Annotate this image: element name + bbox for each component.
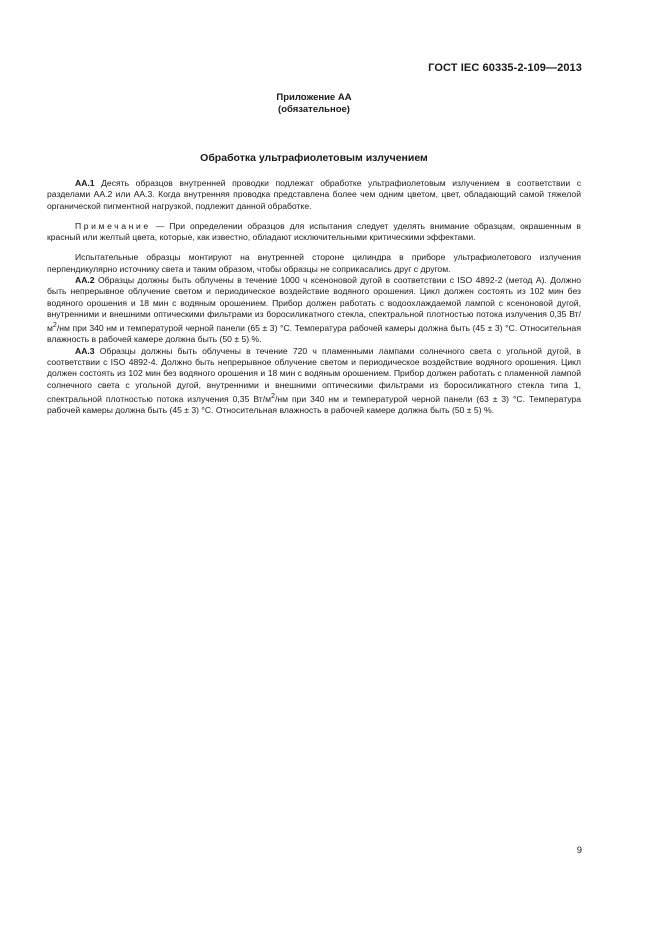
- note-label: Примечание: [75, 220, 151, 231]
- page-number: 9: [576, 845, 582, 856]
- clause-text-aa1: Десять образцов внутренней проводки подлежат обработке ультрафиолетовым излучением в соответствии с разделами АА.2 или АА.3. Когда внутренняя проводка представлена более чем одним цветом, цвет, обладающий самой тяжелой органической пигментной нагрузкой, подлежит данной обработке.: [47, 178, 581, 211]
- document-body: [47, 178, 581, 416]
- standard-code-header: ГОСТ IEC 60335-2-109—2013: [428, 62, 582, 74]
- clause-number-aa1: АА.1: [75, 178, 95, 188]
- annex-status: (обязательное): [278, 104, 350, 115]
- paragraph-aa2: [47, 275, 581, 346]
- note-text: — При определении образцов для испытания следует уделять внимание образцам, окрашенным в красный или желтый цвета, которые, как известно, обладают исключительными критическими эффектами.: [47, 220, 581, 243]
- superscript-2: 2: [271, 391, 275, 400]
- section-title: Обработка ультрафиолетовым излучением: [200, 152, 428, 164]
- clause-text-aa2-part1: Образцы должны быть облучены в течение 1000 ч ксеноновой дугой в соответствии с ISO 4892-2 (метод А). Должно быть непрерывное облучение светом и периодическое воздействие водяного орошения. Цикл должен состоять из 102 мин без водяного орошения и 18 мин с водяным орошением. Прибор должен работать с водоохлаждаемой лампой с ксеноновой дугой, внутренними и внешними оптическими фильтрами из боросиликатного стекла, спектральной плотностью потока излучения 0,35 Вт/м: [47, 275, 581, 334]
- clause-text-aa3-part1: Образцы должны быть облучены в течение 720 ч пламенными лампами солнечного света с угольной дугой, в соответствии с ISO 4892-4. Должно быть непрерывное облучение светом и периодическое воздействие водяного орошения. Цикл должен состоять из 102 мин без водяного орошения и 18 мин с водяным орошением. Прибор должен работать с пламенной лампой солнечного света с угольной дугой, внутренними и внешними оптическими фильтрами из боросиликатного стекла типа 1, спектральной плотностью потока излучения 0,35 Вт/м: [47, 345, 581, 404]
- paragraph-aa3: [47, 346, 581, 417]
- clause-number-aa3: АА.3: [75, 345, 95, 356]
- clause-text-aa3-part2: /нм при 340 нм и температурой черной панели (63 ± 3) °С. Температура рабочей камеры должна быть (45 ± 3) °С. Относительная влажность в рабочей камере должна быть (50 ± 5) %.: [47, 393, 581, 416]
- clause-text-aa2-part2: /нм при 340 нм и температурой черной панели (65 ± 3) °С. Температура рабочей камеры должна быть (45 ± 3) °С. Относительная влажность в рабочей камере должна быть (50 ± 5) %.: [47, 323, 581, 345]
- superscript-2: 2: [52, 321, 57, 330]
- annex-title: Приложение АА: [276, 92, 352, 103]
- paragraph-mounting: Испытательные образцы монтируют на внутренней стороне цилиндра в приборе ультрафиолетового излучения перпендикулярно источнику света и таким образом, чтобы образцы не соприкасались друг с другом.: [47, 252, 581, 274]
- paragraph-note: [47, 221, 581, 244]
- paragraph-aa1: [47, 178, 581, 212]
- annex-heading: [0, 92, 628, 116]
- clause-number-aa2: АА.2: [75, 275, 95, 286]
